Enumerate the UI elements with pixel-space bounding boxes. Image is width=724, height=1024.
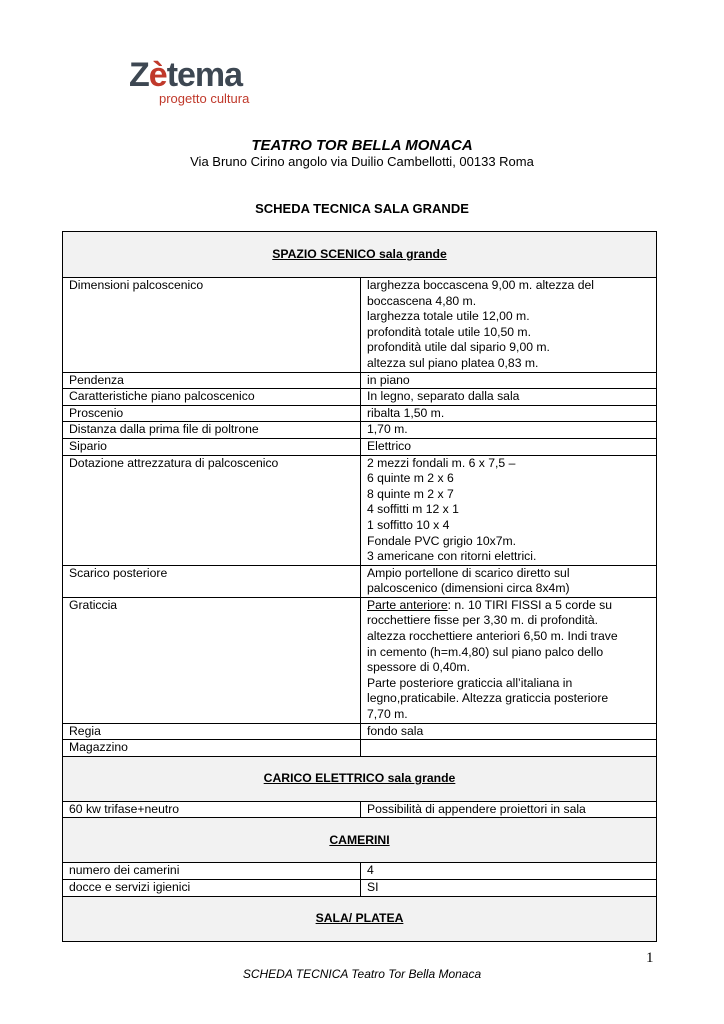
- carico-elettrico-header: CARICO ELETTRICO sala grande: [63, 756, 657, 801]
- zetema-logo: [129, 58, 269, 110]
- row-value: SI: [361, 880, 657, 897]
- camerini-header: CAMERINI: [63, 818, 657, 863]
- row-value: larghezza boccascena 9,00 m. altezza del boccascena 4,80 m. larghezza totale utile 12,00 m. profondità totale utile 10,50 m. profondità utile dal sipario 9,00 m. altezza sul piano platea 0,83 m.: [361, 278, 657, 373]
- table-row: [63, 880, 657, 897]
- logo-subtitle: progetto cultura: [159, 91, 250, 106]
- sala-platea-header: SALA/ PLATEA: [63, 896, 657, 941]
- row-value: In legno, separato dalla sala: [361, 389, 657, 406]
- table-row: [63, 723, 657, 740]
- row-value: 2 mezzi fondali m. 6 x 7,5 – 6 quinte m 2 x 6 8 quinte m 2 x 7 4 soffitti m 12 x 1 1 soffitto 10 x 4 Fondale PVC grigio 10x7m. 3 americane con ritorni elettrici.: [361, 455, 657, 565]
- table-row: [63, 801, 657, 818]
- row-value: Ampio portellone di scarico diretto sul palcoscenico (dimensioni circa 8x4m): [361, 565, 657, 597]
- table-row: [63, 278, 657, 373]
- row-label: docce e servizi igienici: [63, 880, 361, 897]
- row-value: 1,70 m.: [361, 422, 657, 439]
- table-row: [63, 372, 657, 389]
- row-value: in piano: [361, 372, 657, 389]
- table-row: [63, 863, 657, 880]
- row-label: Graticcia: [63, 597, 361, 723]
- spazio-scenico-header: SPAZIO SCENICO sala grande: [63, 232, 657, 278]
- table-row: [63, 422, 657, 439]
- row-label: Distanza dalla prima file di poltrone: [63, 422, 361, 439]
- row-value: Possibilità di appendere proiettori in sala: [361, 801, 657, 818]
- row-label: Sipario: [63, 438, 361, 455]
- row-label: Caratteristiche piano palcoscenico: [63, 389, 361, 406]
- table-row: [63, 597, 657, 723]
- row-value: fondo sala: [361, 723, 657, 740]
- row-value: [361, 740, 657, 757]
- page-footer: SCHEDA TECNICA Teatro Tor Bella Monaca: [242, 967, 482, 981]
- row-value: 4: [361, 863, 657, 880]
- row-label: Regia: [63, 723, 361, 740]
- table-row: [63, 740, 657, 757]
- document-title: TEATRO TOR BELLA MONACA: [251, 137, 473, 154]
- underlined-label: Parte anteriore: [367, 597, 448, 612]
- section-title: SCHEDA TECNICA SALA GRANDE: [255, 201, 469, 216]
- row-label: Proscenio: [63, 405, 361, 422]
- page-number: 1: [646, 950, 654, 966]
- row-label: Dotazione attrezzatura di palcoscenico: [63, 455, 361, 565]
- row-value: ribalta 1,50 m.: [361, 405, 657, 422]
- technical-sheet-table: [62, 231, 657, 942]
- table-row: [63, 405, 657, 422]
- table-row: [63, 455, 657, 565]
- row-label: Pendenza: [63, 372, 361, 389]
- table-row: [63, 438, 657, 455]
- table-row: [63, 389, 657, 406]
- logo-wordmark: Zètema: [129, 56, 243, 94]
- row-label: Magazzino: [63, 740, 361, 757]
- row-label: 60 kw trifase+neutro: [63, 801, 361, 818]
- row-value: Elettrico: [361, 438, 657, 455]
- row-label: Scarico posteriore: [63, 565, 361, 597]
- row-label: numero dei camerini: [63, 863, 361, 880]
- row-value: Parte anteriore: n. 10 TIRI FISSI a 5 corde su rocchettiere fisse per 3,30 m. di profondità. altezza rocchettiere anteriori 6,50 m. Indi trave in cemento (h=m.4,80) sul piano palco dello spessore di 0,40m. Parte posteriore graticcia all’italiana in legno,praticabile. Altezza graticcia posteriore 7,70 m.: [361, 597, 657, 723]
- table-row: [63, 565, 657, 597]
- row-label: Dimensioni palcoscenico: [63, 278, 361, 373]
- theatre-address: Via Bruno Cirino angolo via Duilio Cambellotti, 00133 Roma: [190, 154, 534, 169]
